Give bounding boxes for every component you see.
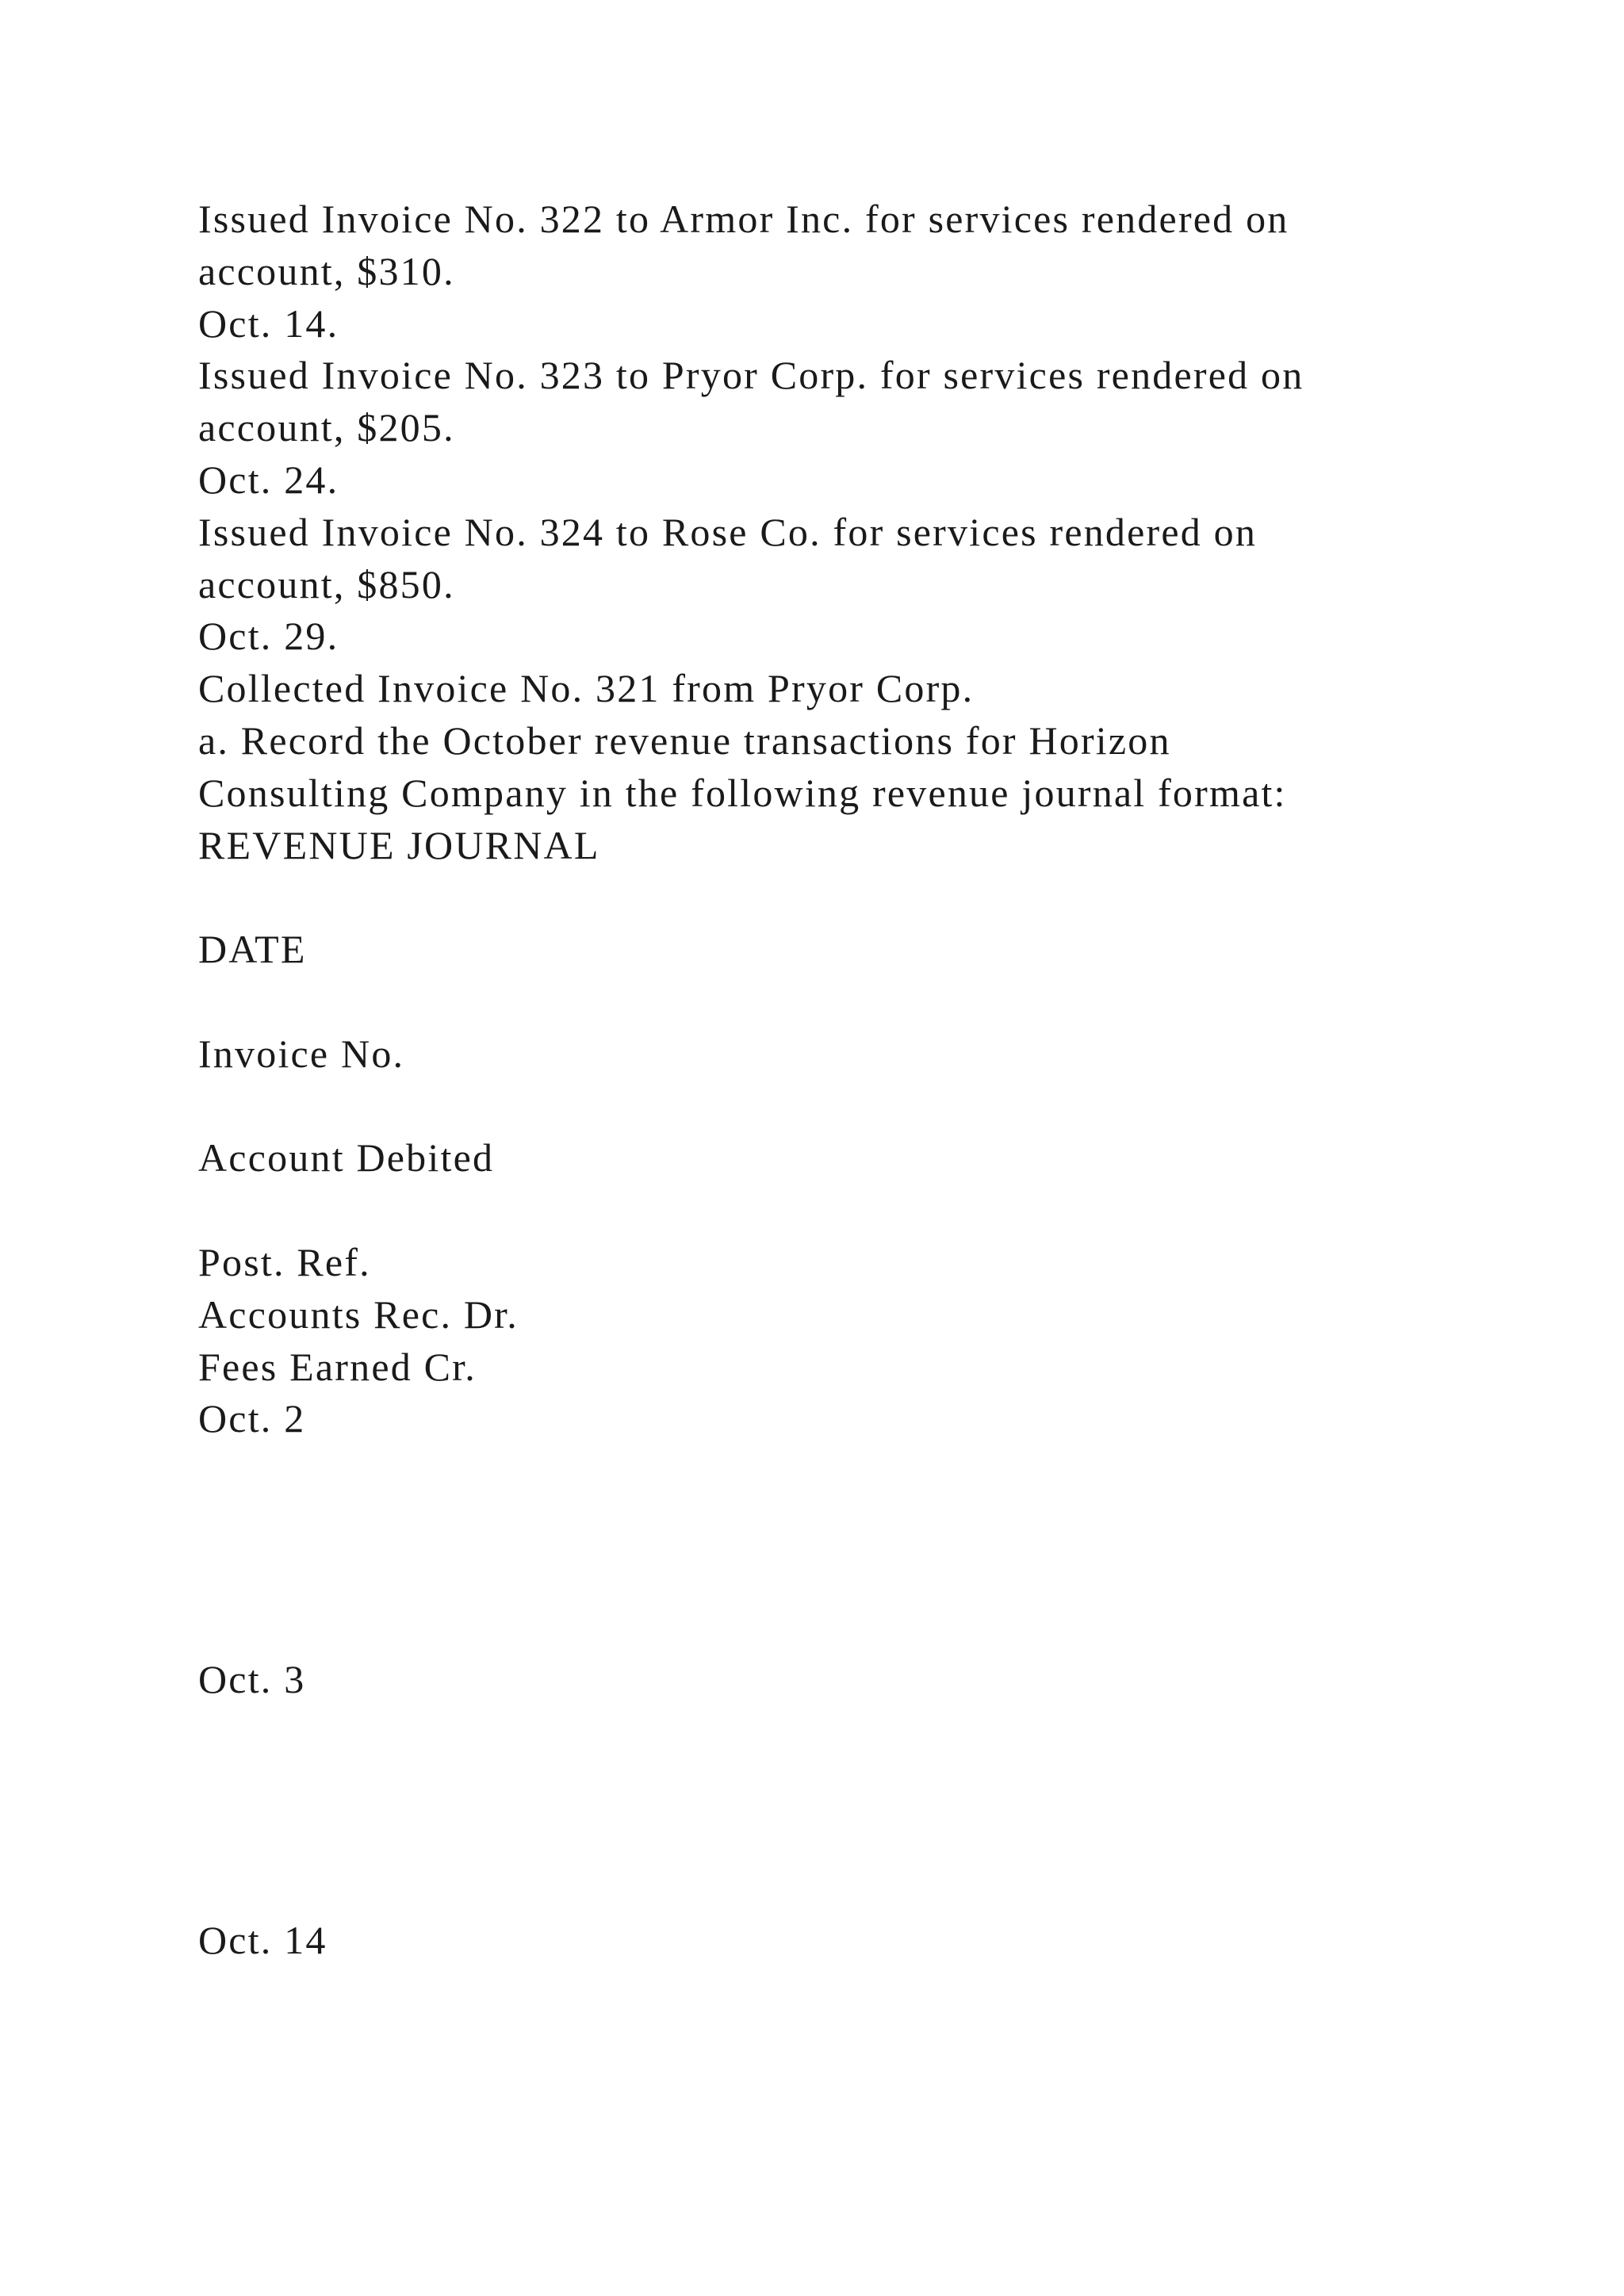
transaction-322-line-2: account, $310. (198, 248, 455, 293)
journal-row-date: Oct. 2 (198, 1396, 306, 1441)
spacer (198, 976, 1515, 1028)
journal-title: REVENUE JOURNAL (198, 822, 600, 867)
spacer (198, 1081, 1515, 1133)
date-oct-14: Oct. 14. (198, 300, 339, 346)
transaction-322-line-1: Issued Invoice No. 322 to Armor Inc. for services rendered on (198, 197, 1289, 241)
instruction-line-1: a. Record the October revenue transactions for Horizon (198, 718, 1171, 763)
spacer (198, 1863, 1515, 1915)
transaction-324-line-2: account, $850. (198, 561, 455, 607)
transaction-323-line-1: Issued Invoice No. 323 to Pryor Corp. for services rendered on (198, 353, 1304, 398)
header-fees-earned: Fees Earned Cr. (198, 1344, 477, 1389)
transaction-collected: Collected Invoice No. 321 from Pryor Corp. (198, 666, 975, 711)
spacer (198, 1602, 1515, 1655)
document-body (198, 193, 1515, 1967)
spacer (198, 1498, 1515, 1550)
journal-row-date: Oct. 14 (198, 1918, 327, 1963)
spacer (198, 1706, 1515, 1758)
instruction-line-2: Consulting Company in the following revenue journal format: (198, 770, 1287, 815)
header-post-ref: Post. Ref. (198, 1239, 371, 1284)
header-account-debited: Account Debited (198, 1135, 495, 1181)
spacer (198, 1184, 1515, 1237)
header-accounts-rec: Accounts Rec. Dr. (198, 1292, 519, 1337)
date-oct-24: Oct. 24. (198, 457, 339, 502)
journal-row-date: Oct. 3 (198, 1657, 306, 1702)
spacer (198, 1445, 1515, 1498)
header-date: DATE (198, 927, 307, 972)
spacer (198, 1758, 1515, 1811)
date-oct-29: Oct. 29. (198, 614, 339, 659)
header-invoice-no: Invoice No. (198, 1031, 405, 1076)
spacer (198, 1550, 1515, 1602)
spacer (198, 871, 1515, 924)
spacer (198, 1811, 1515, 1863)
transaction-323-line-2: account, $205. (198, 405, 455, 450)
transaction-324-line-1: Issued Invoice No. 324 to Rose Co. for services rendered on (198, 509, 1258, 554)
